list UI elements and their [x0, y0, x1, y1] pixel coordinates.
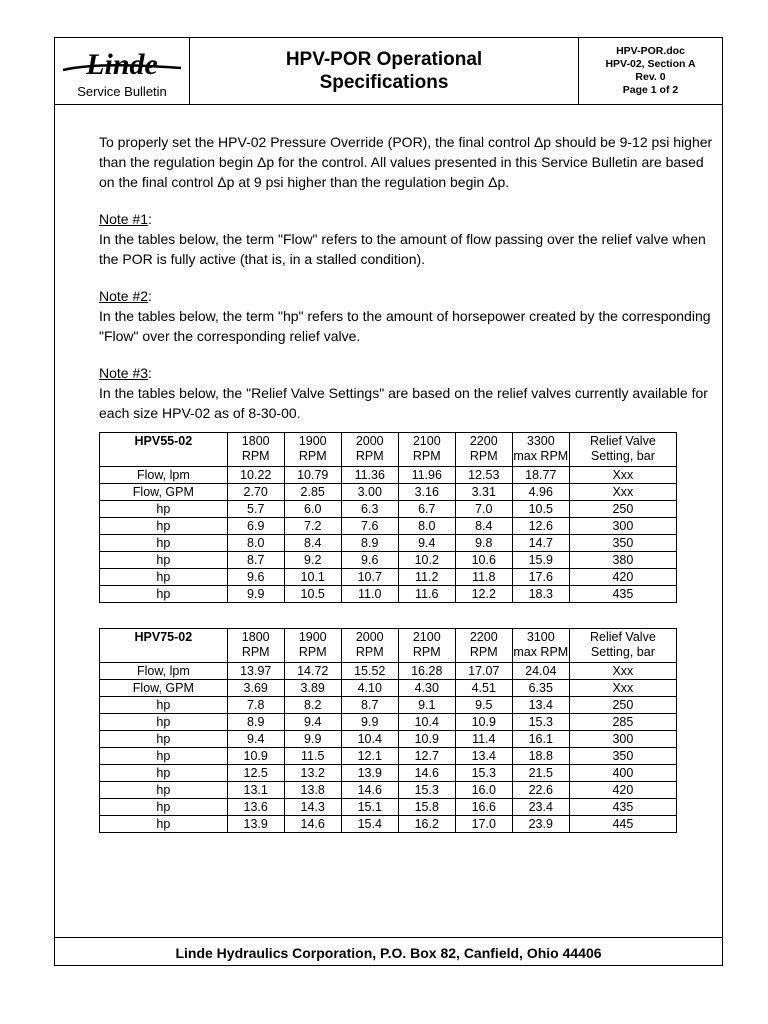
model-name-cell: [100, 629, 228, 663]
body-text: [99, 132, 719, 440]
row-label-cell: hp: [100, 501, 228, 518]
value-cell: 10.2: [398, 552, 455, 569]
value-cell: 285: [569, 714, 676, 731]
row-label-cell: hp: [100, 697, 228, 714]
value-cell: 420: [569, 569, 676, 586]
column-header: [512, 433, 569, 467]
header-line: max RPM: [513, 645, 569, 659]
row-label-cell: hp: [100, 748, 228, 765]
row-label-cell: Flow, GPM: [100, 484, 228, 501]
value-cell: 4.51: [455, 680, 512, 697]
value-cell: 10.1: [284, 569, 341, 586]
value-cell: 3.31: [455, 484, 512, 501]
linde-logo-icon: [59, 46, 185, 82]
value-cell: 14.6: [398, 765, 455, 782]
column-header: [512, 629, 569, 663]
value-cell: 12.6: [512, 518, 569, 535]
header-line: 2200: [469, 434, 498, 448]
value-cell: 10.5: [512, 501, 569, 518]
column-header: [398, 433, 455, 467]
value-cell: 10.79: [284, 467, 341, 484]
value-cell: 9.8: [455, 535, 512, 552]
value-cell: 23.9: [512, 816, 569, 833]
value-cell: 9.9: [341, 714, 398, 731]
value-cell: 6.9: [227, 518, 284, 535]
note-1-text: In the tables below, the term "Flow" refers to the amount of flow passing over the relief valve when the POR is fully active (that is, in a stalled condition).: [99, 231, 706, 267]
value-cell: 11.6: [398, 586, 455, 603]
value-cell: 13.8: [284, 782, 341, 799]
value-cell: 17.0: [455, 816, 512, 833]
value-cell: 14.7: [512, 535, 569, 552]
value-cell: 10.22: [227, 467, 284, 484]
row-label-cell: hp: [100, 765, 228, 782]
intro-paragraph: To properly set the HPV-02 Pressure Override (POR), the final control Δp should be 9-12 psi higher than the regulation begin Δp for the control. All values presented in this Service Bulletin are based on the final control Δp at 9 psi higher than the regulation begin Δp.: [99, 134, 713, 190]
header-line: Relief Valve: [590, 630, 656, 644]
value-cell: 9.4: [284, 714, 341, 731]
header-line: RPM: [469, 449, 498, 463]
value-cell: 14.6: [341, 782, 398, 799]
value-cell: 16.6: [455, 799, 512, 816]
value-cell: 13.6: [227, 799, 284, 816]
column-header: [398, 629, 455, 663]
value-cell: 12.1: [341, 748, 398, 765]
value-cell: 10.9: [455, 714, 512, 731]
value-cell: 3.69: [227, 680, 284, 697]
value-cell: 9.6: [227, 569, 284, 586]
logo-wordmark: Linde: [86, 48, 158, 81]
value-cell: 300: [569, 518, 676, 535]
value-cell: 8.0: [227, 535, 284, 552]
header-line: RPM: [469, 645, 498, 659]
value-cell: 10.4: [341, 731, 398, 748]
note-2: Note #2: In the tables below, the term "hp" refers to the amount of horsepower created by the corresponding "Flow" over the corresponding relief valve.: [99, 288, 711, 344]
header-line: RPM: [241, 449, 270, 463]
value-cell: 11.0: [341, 586, 398, 603]
header-line: 1800: [241, 630, 270, 644]
value-cell: 15.1: [341, 799, 398, 816]
table-row: [100, 552, 677, 569]
value-cell: 8.0: [398, 518, 455, 535]
row-label-cell: hp: [100, 714, 228, 731]
doc-revision: Rev. 0: [635, 71, 666, 83]
value-cell: 11.5: [284, 748, 341, 765]
value-cell: Xxx: [569, 484, 676, 501]
note-1: Note #1: In the tables below, the term "Flow" refers to the amount of flow passing over the relief valve when the POR is fully active (that is, in a stalled condition).: [99, 211, 706, 267]
logo-block: [55, 38, 190, 104]
value-cell: 4.30: [398, 680, 455, 697]
value-cell: 11.4: [455, 731, 512, 748]
value-cell: 9.4: [227, 731, 284, 748]
value-cell: 7.8: [227, 697, 284, 714]
value-cell: 15.3: [455, 765, 512, 782]
value-cell: 5.7: [227, 501, 284, 518]
value-cell: 23.4: [512, 799, 569, 816]
header-line: 2000: [355, 434, 384, 448]
value-cell: 7.0: [455, 501, 512, 518]
value-cell: 9.2: [284, 552, 341, 569]
value-cell: 8.4: [455, 518, 512, 535]
row-label-cell: Flow, lpm: [100, 663, 228, 680]
value-cell: 9.9: [284, 731, 341, 748]
table-header-row: [100, 433, 677, 467]
table-row: [100, 731, 677, 748]
header-line: 2100: [412, 434, 441, 448]
row-label-cell: Flow, GPM: [100, 680, 228, 697]
value-cell: 13.9: [341, 765, 398, 782]
value-cell: 9.5: [455, 697, 512, 714]
table-row: [100, 501, 677, 518]
value-cell: 13.4: [512, 697, 569, 714]
value-cell: 11.96: [398, 467, 455, 484]
table-row: [100, 782, 677, 799]
value-cell: 16.2: [398, 816, 455, 833]
value-cell: 12.2: [455, 586, 512, 603]
value-cell: 4.10: [341, 680, 398, 697]
title-line-1: HPV-POR Operational: [285, 49, 483, 70]
header-line: HPV75-02: [134, 630, 193, 644]
table-row: [100, 535, 677, 552]
table-row: [100, 799, 677, 816]
title-line-2: Specifications: [319, 72, 449, 93]
value-cell: 6.7: [398, 501, 455, 518]
note-3-text: In the tables below, the "Relief Valve Settings" are based on the relief valves currently available for each size HPV-02 as of 8-30-00.: [99, 385, 708, 421]
value-cell: 13.97: [227, 663, 284, 680]
table-header-row: [100, 629, 677, 663]
header-line: 1900: [298, 630, 327, 644]
header-line: Setting, bar: [590, 645, 655, 659]
header-line: 2200: [469, 630, 498, 644]
note-2-label: Note #2: [99, 288, 149, 304]
value-cell: 14.6: [284, 816, 341, 833]
note-1-label: Note #1: [99, 211, 149, 227]
document-header: [55, 38, 722, 105]
value-cell: 15.3: [398, 782, 455, 799]
value-cell: 15.9: [512, 552, 569, 569]
value-cell: 6.3: [341, 501, 398, 518]
row-label-cell: hp: [100, 586, 228, 603]
note-3-label: Note #3: [99, 365, 149, 381]
value-cell: 15.8: [398, 799, 455, 816]
value-cell: 13.9: [227, 816, 284, 833]
value-cell: 14.3: [284, 799, 341, 816]
column-header: [341, 433, 398, 467]
header-line: RPM: [241, 645, 270, 659]
table-row: [100, 765, 677, 782]
value-cell: Xxx: [569, 467, 676, 484]
table-row: [100, 467, 677, 484]
column-header: [569, 433, 676, 467]
column-header: [227, 629, 284, 663]
value-cell: 8.2: [284, 697, 341, 714]
header-line: 1900: [298, 434, 327, 448]
value-cell: 15.52: [341, 663, 398, 680]
document-meta: [579, 38, 722, 104]
header-line: max RPM: [513, 449, 569, 463]
value-cell: 11.8: [455, 569, 512, 586]
column-header: [284, 629, 341, 663]
value-cell: 300: [569, 731, 676, 748]
row-label-cell: hp: [100, 782, 228, 799]
row-label-cell: hp: [100, 816, 228, 833]
table-row: [100, 697, 677, 714]
value-cell: 15.3: [512, 714, 569, 731]
value-cell: 10.9: [227, 748, 284, 765]
value-cell: 350: [569, 535, 676, 552]
value-cell: Xxx: [569, 680, 676, 697]
row-label-cell: hp: [100, 569, 228, 586]
column-header: [227, 433, 284, 467]
value-cell: Xxx: [569, 663, 676, 680]
column-header: [284, 433, 341, 467]
value-cell: 18.77: [512, 467, 569, 484]
row-label-cell: hp: [100, 518, 228, 535]
header-line: Relief Valve: [590, 434, 656, 448]
table-row: [100, 518, 677, 535]
table-row: [100, 748, 677, 765]
value-cell: 10.6: [455, 552, 512, 569]
row-label-cell: hp: [100, 535, 228, 552]
doc-file: HPV-POR.doc: [616, 45, 685, 57]
page-title: [190, 38, 579, 104]
table-row: [100, 569, 677, 586]
header-line: RPM: [355, 645, 384, 659]
value-cell: 22.6: [512, 782, 569, 799]
model-name-cell: [100, 433, 228, 467]
value-cell: 9.1: [398, 697, 455, 714]
value-cell: 2.85: [284, 484, 341, 501]
value-cell: 8.9: [341, 535, 398, 552]
hpv55-table: [99, 432, 677, 603]
value-cell: 17.6: [512, 569, 569, 586]
table-row: [100, 680, 677, 697]
value-cell: 10.7: [341, 569, 398, 586]
row-label-cell: hp: [100, 731, 228, 748]
value-cell: 13.1: [227, 782, 284, 799]
document-page: [54, 37, 723, 966]
column-header: [569, 629, 676, 663]
header-line: HPV55-02: [134, 434, 193, 448]
table-row: [100, 816, 677, 833]
value-cell: 445: [569, 816, 676, 833]
header-line: RPM: [412, 645, 441, 659]
value-cell: 435: [569, 799, 676, 816]
value-cell: 12.53: [455, 467, 512, 484]
value-cell: 10.4: [398, 714, 455, 731]
header-line: 3300: [526, 434, 555, 448]
header-line: 3100: [526, 630, 555, 644]
header-line: 1800: [241, 434, 270, 448]
header-line: Setting, bar: [590, 449, 655, 463]
value-cell: 12.7: [398, 748, 455, 765]
header-line: 2000: [355, 630, 384, 644]
header-line: RPM: [355, 449, 384, 463]
value-cell: 11.36: [341, 467, 398, 484]
value-cell: 400: [569, 765, 676, 782]
value-cell: 10.5: [284, 586, 341, 603]
header-line: 2100: [412, 630, 441, 644]
value-cell: 10.9: [398, 731, 455, 748]
value-cell: 8.7: [341, 697, 398, 714]
column-header: [341, 629, 398, 663]
value-cell: 7.6: [341, 518, 398, 535]
value-cell: 3.00: [341, 484, 398, 501]
hpv75-table: [99, 628, 677, 833]
value-cell: 9.4: [398, 535, 455, 552]
doc-page-number: Page 1 of 2: [622, 84, 679, 96]
value-cell: 18.8: [512, 748, 569, 765]
value-cell: 14.72: [284, 663, 341, 680]
value-cell: 16.1: [512, 731, 569, 748]
value-cell: 250: [569, 501, 676, 518]
table-row: [100, 586, 677, 603]
value-cell: 15.4: [341, 816, 398, 833]
value-cell: 3.89: [284, 680, 341, 697]
value-cell: 9.6: [341, 552, 398, 569]
value-cell: 250: [569, 697, 676, 714]
value-cell: 17.07: [455, 663, 512, 680]
value-cell: 6.0: [284, 501, 341, 518]
table-row: [100, 714, 677, 731]
value-cell: 13.2: [284, 765, 341, 782]
value-cell: 420: [569, 782, 676, 799]
row-label-cell: hp: [100, 552, 228, 569]
value-cell: 18.3: [512, 586, 569, 603]
row-label-cell: Flow, lpm: [100, 467, 228, 484]
value-cell: 435: [569, 586, 676, 603]
table-row: [100, 484, 677, 501]
value-cell: 350: [569, 748, 676, 765]
value-cell: 380: [569, 552, 676, 569]
row-label-cell: hp: [100, 799, 228, 816]
value-cell: 8.7: [227, 552, 284, 569]
value-cell: 4.96: [512, 484, 569, 501]
header-line: RPM: [298, 449, 327, 463]
note-3: Note #3: In the tables below, the "Relief Valve Settings" are based on the relief valves currently available for each size HPV-02 as of 8-30-00.: [99, 365, 708, 421]
column-header: [455, 629, 512, 663]
value-cell: 24.04: [512, 663, 569, 680]
value-cell: 7.2: [284, 518, 341, 535]
column-header: [455, 433, 512, 467]
value-cell: 13.4: [455, 748, 512, 765]
doc-section: HPV-02, Section A: [605, 58, 696, 70]
value-cell: 11.2: [398, 569, 455, 586]
value-cell: 2.70: [227, 484, 284, 501]
value-cell: 16.28: [398, 663, 455, 680]
value-cell: 8.9: [227, 714, 284, 731]
value-cell: 16.0: [455, 782, 512, 799]
header-line: RPM: [298, 645, 327, 659]
service-bulletin-label: Service Bulletin: [77, 84, 167, 99]
document-footer: Linde Hydraulics Corporation, P.O. Box 82, Canfield, Ohio 44406: [55, 937, 722, 967]
value-cell: 12.5: [227, 765, 284, 782]
table-row: [100, 663, 677, 680]
header-line: RPM: [412, 449, 441, 463]
value-cell: 8.4: [284, 535, 341, 552]
value-cell: 6.35: [512, 680, 569, 697]
value-cell: 3.16: [398, 484, 455, 501]
value-cell: 9.9: [227, 586, 284, 603]
note-2-text: In the tables below, the term "hp" refers to the amount of horsepower created by the corresponding "Flow" over the corresponding relief valve.: [99, 308, 711, 344]
value-cell: 21.5: [512, 765, 569, 782]
